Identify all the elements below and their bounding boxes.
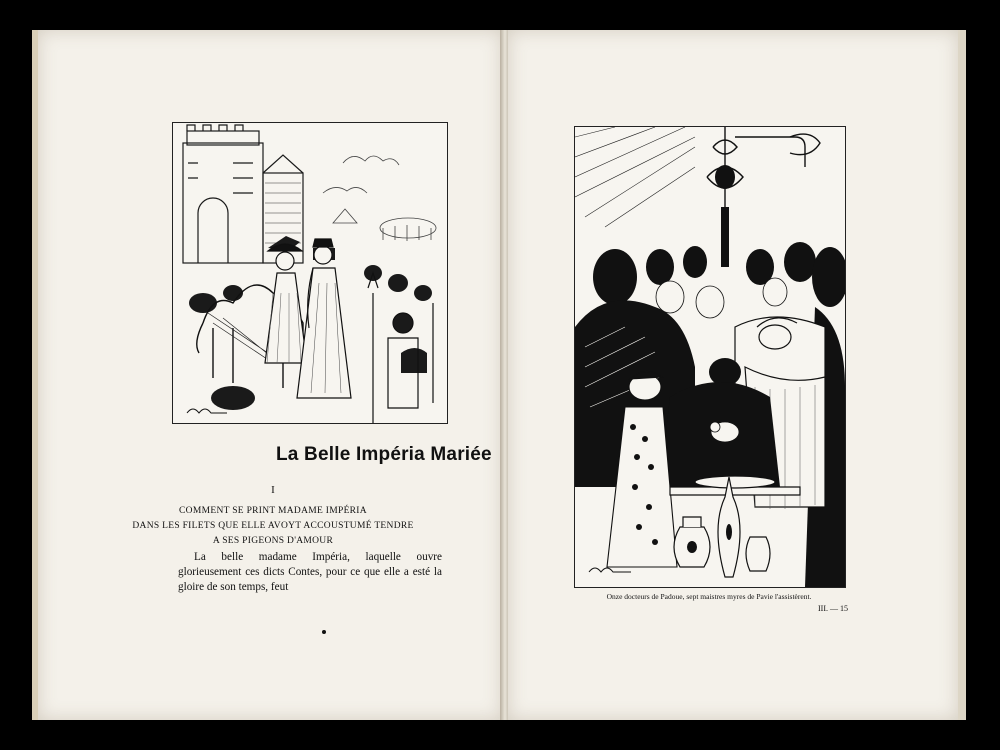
body-paragraph: La belle madame Impéria, laquelle ouvre glorieusement ces dicts Contes, pour ce que elle a esté la gloire de son temps, feut [178, 551, 442, 593]
chapter-subtitle [38, 504, 508, 549]
procession-illustration [173, 123, 447, 423]
subtitle-line: A SES PIGEONS D'AMOUR [212, 536, 334, 546]
story-title: La Belle Impéria Mariée [276, 444, 492, 465]
ink-dot [322, 630, 326, 634]
subtitle-line: COMMENT SE PRINT MADAME IMPÉRIA [179, 506, 367, 516]
subtitle-line: DANS LES FILETS QUE ELLE AVOYT ACCOUSTUMÉ TENDRE [132, 521, 414, 531]
engraving-procession [172, 122, 448, 424]
left-page [32, 30, 502, 720]
open-book [32, 30, 970, 720]
page-signature: III. — 15 [818, 604, 848, 613]
illustration-caption: Onze docteurs de Padoue, sept maistres myres de Pavie l'assistèrent. [606, 592, 812, 601]
right-page [508, 30, 966, 720]
engraving-birth-scene [574, 126, 846, 588]
birth-scene-illustration [575, 127, 845, 587]
chapter-numeral: I [271, 484, 275, 496]
